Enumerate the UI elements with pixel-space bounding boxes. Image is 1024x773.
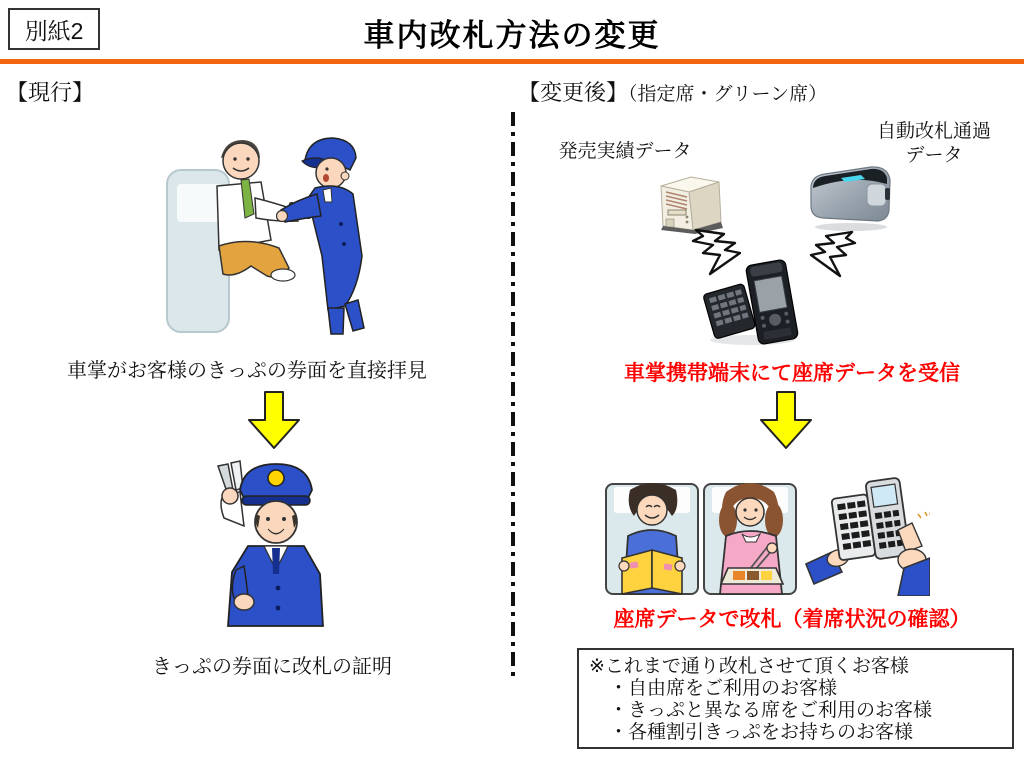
- conductor-punching-ticket-illustration: [200, 458, 325, 638]
- after-caption-seat-check: 座席データで改札（着席状況の確認）: [613, 608, 971, 631]
- note-line: ・きっぷと異なる席をご利用のお客様: [609, 700, 933, 721]
- conductor-terminal-illustration: [700, 258, 805, 346]
- current-caption-inspect: 車掌がお客様のきっぷの券面を直接拝見: [67, 360, 427, 382]
- conductor-checking-ticket-illustration: [155, 128, 380, 343]
- note-box: [577, 648, 1014, 749]
- sales-data-label: 発売実績データ: [558, 141, 692, 162]
- page-title: 車内改札方法の変更: [363, 18, 661, 53]
- gate-data-label-line2: データ: [905, 145, 963, 166]
- after-caption-receive: 車掌携帯端末にて座席データを受信: [624, 362, 960, 385]
- note-line: ※これまで通り改札させて頂くお客様: [589, 656, 909, 677]
- ticket-gate-illustration: [805, 164, 895, 234]
- current-caption-proof: きっぷの券面に改札の証明: [152, 656, 392, 678]
- note-line: ・自由席をご利用のお客様: [609, 678, 838, 699]
- section-divider: [511, 112, 515, 680]
- lightning-bolt-icon: [806, 230, 858, 278]
- note-line: ・各種割引きっぷをお持ちのお客様: [609, 722, 914, 743]
- attachment-label: 別紙2: [24, 17, 84, 44]
- down-arrow-icon: [755, 390, 817, 452]
- current-section-header: [6, 76, 94, 107]
- after-section-header: [518, 76, 827, 107]
- sales-server-illustration: [653, 172, 725, 234]
- seated-passengers-illustration: [600, 470, 930, 596]
- current-header-label: 【現行】: [6, 80, 95, 105]
- title-underline: [0, 59, 1024, 64]
- after-header-note: （指定席・グリーン席）: [628, 84, 828, 105]
- down-arrow-icon: [243, 390, 305, 452]
- gate-data-label: [834, 120, 1024, 168]
- after-header-label: 【変更後】: [518, 80, 629, 105]
- gate-data-label-line1: 自動改札通過: [876, 121, 991, 142]
